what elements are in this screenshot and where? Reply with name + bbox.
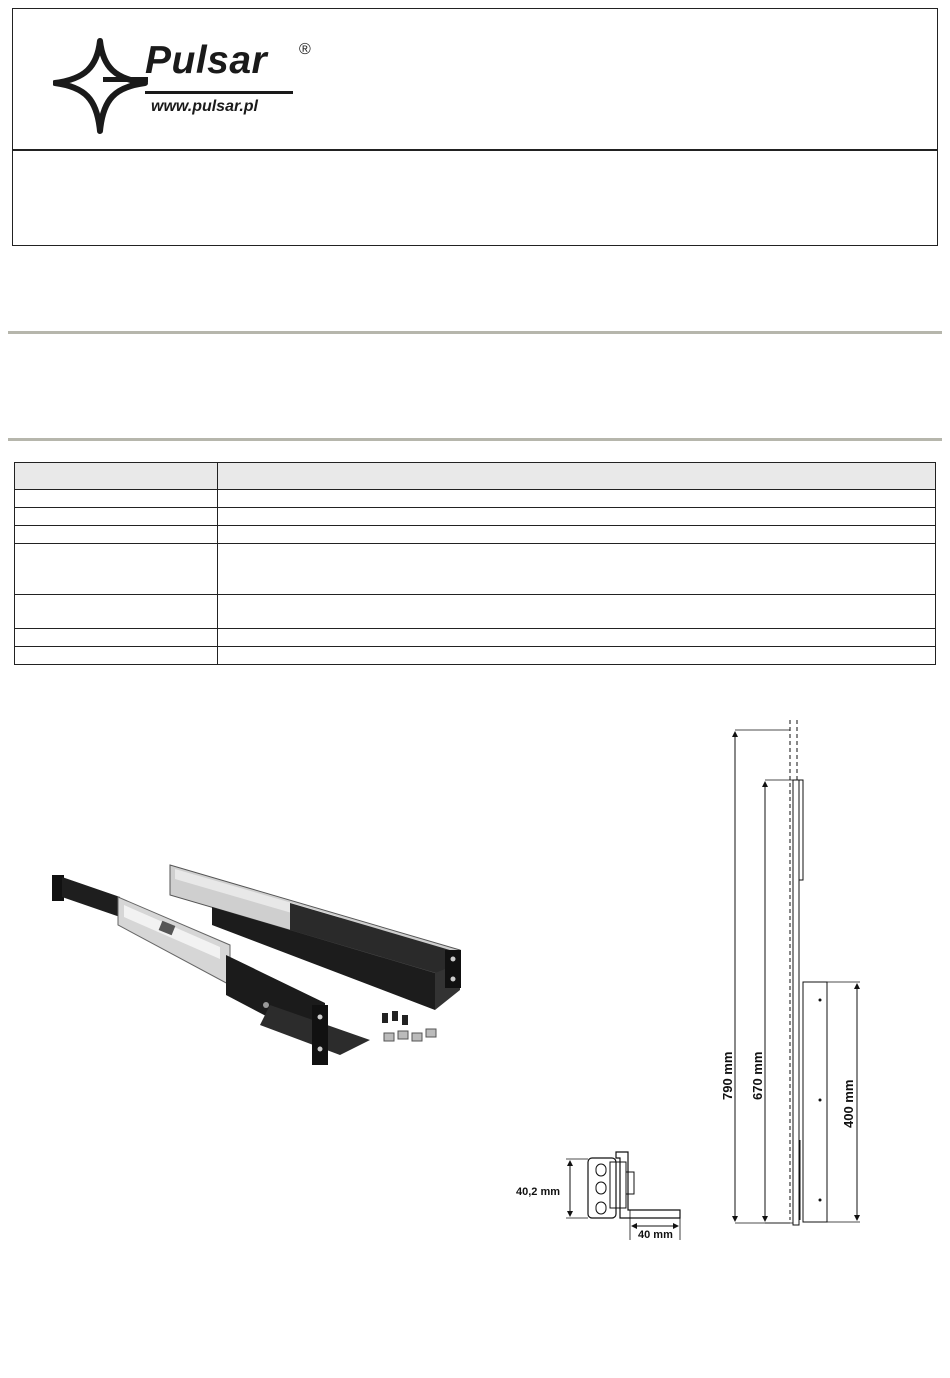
dim-400 — [827, 982, 860, 1222]
table-row — [15, 595, 936, 629]
dim-400-label: 400 mm — [841, 1079, 856, 1128]
header-box — [12, 8, 938, 246]
brand-logo — [53, 37, 313, 137]
dim-670 — [750, 780, 793, 1223]
section-rule-top — [8, 331, 942, 334]
brand-url[interactable]: www.pulsar.pl — [151, 98, 258, 115]
rail-cross-section — [516, 1152, 680, 1241]
table-row — [15, 490, 936, 508]
rail-side-view — [790, 720, 827, 1225]
dim-670-label: 670 mm — [750, 1051, 765, 1100]
brand-name: Pulsar — [145, 39, 268, 82]
table-row — [15, 526, 936, 544]
logo-underline — [145, 91, 293, 94]
section-rule-bottom — [8, 438, 942, 441]
registered-mark: ® — [299, 41, 311, 58]
dim-40-label: 40 mm — [638, 1229, 673, 1241]
screws-and-cage-nuts — [382, 1011, 436, 1041]
header-logo-cell — [13, 9, 937, 149]
table-header-row — [15, 463, 936, 490]
table-row — [15, 544, 936, 595]
table-row — [15, 629, 936, 647]
dim-790 — [720, 730, 790, 1223]
spec-table — [14, 462, 936, 665]
table-row — [15, 508, 936, 526]
rack-rails-photo — [40, 855, 480, 1075]
table-row — [15, 647, 936, 665]
dim-40-2-label: 40,2 mm — [516, 1186, 561, 1198]
header-divider — [13, 149, 937, 151]
pulsar-star-icon — [53, 37, 148, 135]
dim-790-label: 790 mm — [720, 1051, 735, 1100]
dimension-drawing — [500, 700, 940, 1260]
